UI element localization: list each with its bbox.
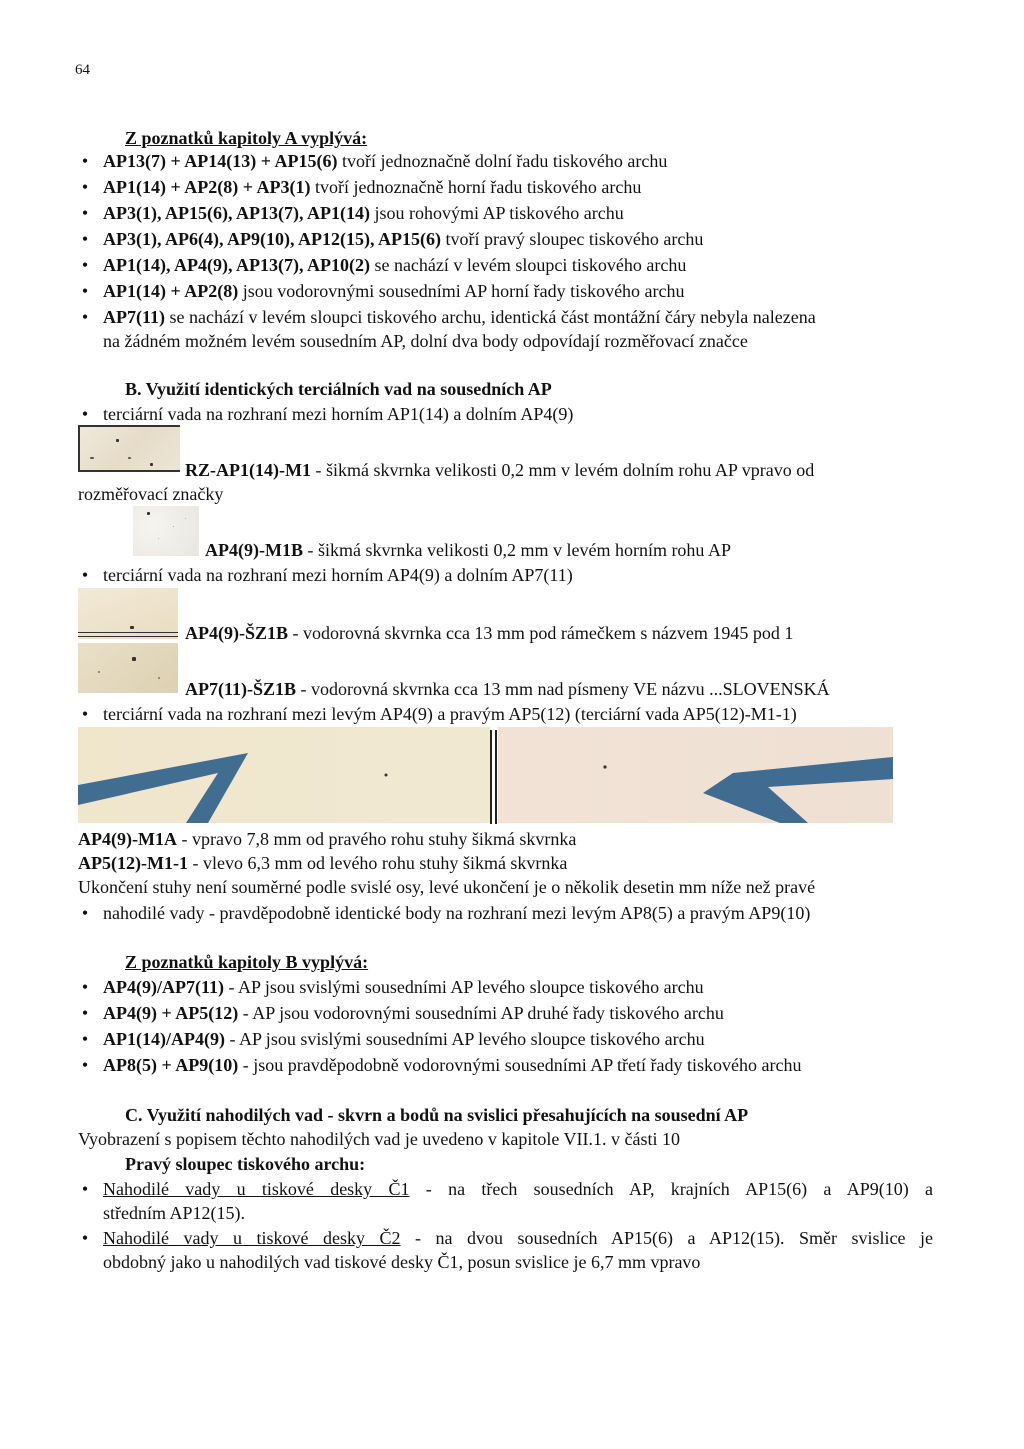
item-bold: AP4(9)/AP7(11) (103, 977, 224, 997)
defect-text: - šikmá skvrnka velikosti 0,2 mm v levém dolním rohu AP vpravo od (310, 460, 815, 480)
item-text: terciární vada na rozhraní mezi horním AP1(14) a dolním AP4(9) (103, 404, 574, 424)
item-bold: AP8(5) + AP9(10) (103, 1055, 239, 1075)
bullet-icon: • (81, 565, 89, 585)
bullet-icon: • (81, 903, 89, 923)
bullet-icon: • (81, 281, 89, 301)
defect-text: - šikmá skvrnka velikosti 0,2 mm v levém horním rohu AP (302, 540, 731, 560)
section-c-heading: C. Využití nahodilých vad - skvrn a bodů na svislici přesahujících na sousední AP (125, 1105, 749, 1125)
defect-caption (185, 677, 830, 701)
item-bold: AP1(14) + AP2(8) (103, 281, 239, 301)
item-text: jsou vodorovnými sousedními AP horní řady tiskového archu (238, 281, 685, 301)
divider (490, 730, 492, 824)
stamp-detail-image (78, 425, 180, 472)
item-bold: AP1(14)/AP4(9) (103, 1029, 225, 1049)
bullet-icon: • (81, 177, 89, 197)
item-text: nahodilé vady - pravděpodobně identické body na rozhraní mezi levým AP8(5) a pravým AP9(10) (103, 903, 811, 923)
item-text: - na dvou sousedních AP15(6) a AP12(15). Směr svislice je (400, 1228, 934, 1248)
defect-text: - vpravo 7,8 mm od pravého rohu stuhy šikmá skvrnka (176, 829, 577, 849)
item-text: - AP jsou svislými sousedními AP levého sloupce tiskového archu (223, 977, 704, 997)
bullet-icon: • (81, 255, 89, 275)
ribbon-end-left-graphic (78, 727, 490, 823)
bullet-icon: • (81, 704, 89, 724)
item-bold: AP13(7) + AP14(13) + AP15(6) (103, 151, 338, 171)
bullet-icon: • (81, 307, 89, 327)
stamp-detail-image-right (498, 727, 893, 823)
ribbon-end-right-graphic (498, 727, 893, 823)
defect-code: AP4(9)-M1A (78, 829, 177, 849)
defect-caption-continuation: rozměřovací značky (78, 484, 224, 504)
item-bold: AP3(1), AP6(4), AP9(10), AP12(15), AP15(6) (103, 229, 441, 249)
stamp-detail-image (133, 506, 199, 556)
item-text-continuation: na žádném možném levém sousedním AP, dolní dva body odpovídají rozměřovací značce (103, 331, 748, 351)
bullet-icon: • (81, 203, 89, 223)
item-bold: AP4(9) + AP5(12) (103, 1003, 239, 1023)
note-text: Ukončení stuhy není souměrné podle svislé osy, levé ukončení je o několik desetin mm níže než pravé (78, 877, 816, 897)
item-text: tvoří pravý sloupec tiskového archu (440, 229, 704, 249)
item-underlined: Nahodilé vady u tiskové desky Č2 (103, 1228, 401, 1248)
section-b-heading: B. Využití identických terciálních vad na sousedních AP (125, 379, 552, 399)
stamp-detail-image-left (78, 727, 490, 823)
section-a-heading: Z poznatků kapitoly A vyplývá: (125, 128, 368, 148)
section-c-intro: Vyobrazení s popisem těchto nahodilých vad je uvedeno v kapitole VII.1. v části 10 (78, 1129, 681, 1149)
defect-code: RZ-AP1(14)-M1 (185, 460, 311, 480)
defect-text: - vlevo 6,3 mm od levého rohu stuhy šikmá skvrnka (187, 853, 568, 873)
item-text: - AP jsou svislými sousedními AP levého sloupce tiskového archu (224, 1029, 705, 1049)
item-text: terciární vada na rozhraní mezi horním AP4(9) a dolním AP7(11) (103, 565, 573, 585)
item-text: jsou rohovými AP tiskového archu (369, 203, 624, 223)
item-text: se nachází v levém sloupci tiskového archu, identická část montážní čáry nebyla nalezena (165, 307, 816, 327)
defect-caption (185, 458, 814, 482)
item-text: terciární vada na rozhraní mezi levým AP4(9) a pravým AP5(12) (terciární vada AP5(12)-M1-1) (103, 704, 797, 724)
bullet-icon: • (81, 1228, 89, 1248)
page-number: 64 (75, 62, 90, 78)
item-text: tvoří jednoznačně horní řadu tiskového archu (310, 177, 642, 197)
defect-caption (185, 621, 793, 645)
item-text: - jsou pravděpodobně vodorovnými sousedními AP třetí řady tiskového archu (238, 1055, 802, 1075)
stamp-detail-image (78, 588, 178, 639)
bullet-icon: • (81, 1179, 89, 1199)
defect-code: AP5(12)-M1-1 (78, 853, 188, 873)
bullet-icon: • (81, 229, 89, 249)
item-text: - AP jsou vodorovnými sousedními AP druhé řady tiskového archu (238, 1003, 724, 1023)
stamp-detail-image (78, 643, 178, 693)
defect-code: AP7(11)-ŠZ1B (185, 679, 297, 699)
item-text: se nachází v levém sloupci tiskového archu (369, 255, 687, 275)
item-bold: AP3(1), AP15(6), AP13(7), AP1(14) (103, 203, 370, 223)
defect-text: - vodorovná skvrnka cca 13 mm nad písmeny VE názvu ...SLOVENSKÁ (296, 679, 830, 699)
defect-caption (205, 538, 731, 562)
defect-caption (78, 827, 576, 851)
item-bold: AP1(14) + AP2(8) + AP3(1) (103, 177, 311, 197)
section-b-summary-heading: Z poznatků kapitoly B vyplývá: (125, 952, 369, 972)
bullet-icon: • (81, 1029, 89, 1049)
item-text: - na třech sousedních AP, krajních AP15(6) a AP9(10) a (409, 1179, 933, 1199)
defect-text: - vodorovná skvrnka cca 13 mm pod rámečkem s názvem 1945 pod 1 (288, 623, 794, 643)
defect-code: AP4(9)-ŠZ1B (185, 623, 288, 643)
bullet-icon: • (81, 151, 89, 171)
item-text-continuation: středním AP12(15). (103, 1203, 245, 1223)
bullet-icon: • (81, 1003, 89, 1023)
divider (495, 730, 497, 824)
item-underlined: Nahodilé vady u tiskové desky Č1 (103, 1179, 410, 1199)
section-c-subheading: Pravý sloupec tiskového archu: (125, 1154, 366, 1174)
item-text: tvoří jednoznačně dolní řadu tiskového archu (337, 151, 668, 171)
item-bold: AP7(11) (103, 307, 165, 327)
bullet-icon: • (81, 977, 89, 997)
defect-caption (78, 851, 567, 875)
item-text-continuation: obdobný jako u nahodilých vad tiskové desky Č1, posun svislice je 6,7 mm vpravo (103, 1252, 701, 1272)
bullet-icon: • (81, 1055, 89, 1075)
item-bold: AP1(14), AP4(9), AP13(7), AP10(2) (103, 255, 370, 275)
bullet-icon: • (81, 404, 89, 424)
defect-code: AP4(9)-M1B (205, 540, 303, 560)
